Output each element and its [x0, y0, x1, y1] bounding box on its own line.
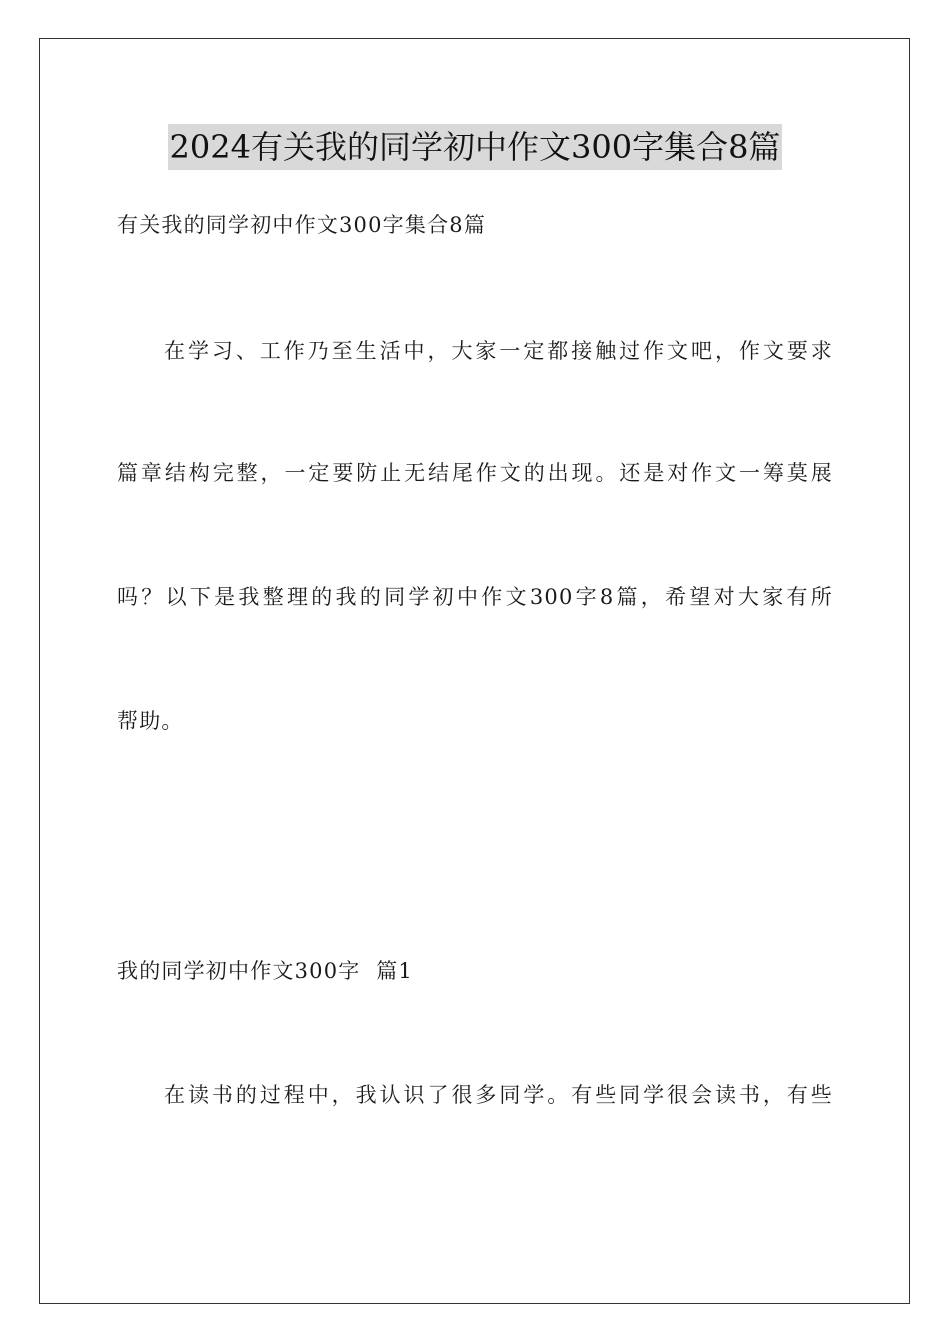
intro-paragraph-line-3: 吗？以下是我整理的我的同学初中作文300字8篇，希望对大家有所 [117, 585, 833, 609]
intro-paragraph-line-4: 帮助。 [117, 709, 184, 733]
title-container [0, 124, 950, 170]
section-paragraph-line-1: 在读书的过程中，我认识了很多同学。有些同学很会读书，有些 [164, 1083, 833, 1107]
section-heading: 我的同学初中作文300字 篇1 [117, 959, 413, 983]
document-subtitle: 有关我的同学初中作文300字集合8篇 [117, 213, 487, 237]
intro-paragraph-line-1: 在学习、工作乃至生活中，大家一定都接触过作文吧，作文要求 [164, 339, 833, 363]
intro-paragraph-line-2: 篇章结构完整，一定要防止无结尾作文的出现。还是对作文一筹莫展 [117, 461, 833, 485]
document-title: 2024有关我的同学初中作文300字集合8篇 [168, 124, 783, 170]
